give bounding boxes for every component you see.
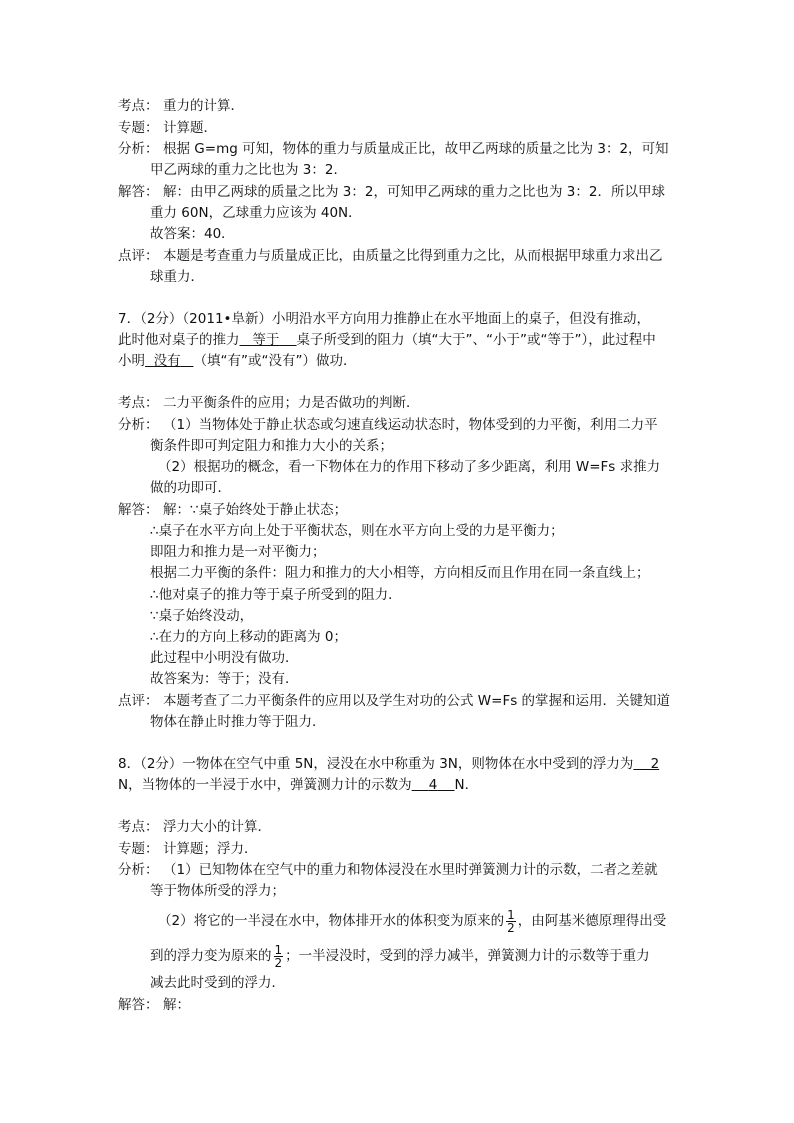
fenxi-text: ，由阿基米德原理得出受 [517,913,667,929]
fraction-denominator: 2 [507,920,515,935]
fenxi-label: 分析： [118,141,159,157]
kaodian-text: 浮力大小的计算． [163,819,271,835]
fenxi-line [150,939,650,973]
answer-value: 2 [650,756,660,772]
jieda-label: 解答： [118,502,159,518]
zhuanti-label: 专题： [118,841,159,857]
stem-text: 此时他对桌子的推力 [118,332,240,348]
fenxi-line: （1）已知物体在空气中的重力和物体浸没在水里时弹簧测力计的示数，二者之差就 [163,862,658,878]
jieda-line: ∴在力的方向上移动的距离为 0； [150,629,347,645]
fenxi-text: （2）将它的一半浸在水中，物体排开水的体积变为原来的 [158,913,505,929]
zhuanti-text: 计算题；浮力． [163,841,258,857]
jieda-line: 故答案为：等于；没有． [150,671,299,687]
fenxi-text: ；一半浸没时，受到的浮力减半，弹簧测力计的示数等于重力 [285,948,650,964]
fraction-one-half [506,909,516,934]
fenxi-text: 到的浮力变为原来的 [150,948,272,964]
answer-value: 没有 [153,353,181,369]
jieda-label: 解答： [118,997,159,1013]
answer-value: 4 [428,777,438,793]
kaodian-label: 考点： [118,98,159,114]
question-stem-line [118,777,478,794]
question-stem-line [118,353,356,370]
dianping-line: 本题是考查重力与质量成正比，由质量之比得到重力之比，从而根据甲球重力求出乙 [163,248,663,264]
jieda-line: 此过程中小明没有做功． [150,650,299,666]
answer-blank [145,353,193,369]
stem-text: 桌子所受到的阻力（填“大于”、“小于”或“等于”），此过程中 [296,332,656,348]
jieda-line: 根据二力平衡的条件：阻力和推力的大小相等，方向相反而且作用在同一条直线上； [150,565,650,581]
answer-blank [633,756,659,772]
kaodian-text: 二力平衡条件的应用；力是否做功的判断． [163,395,420,411]
jieda-label: 解答： [118,184,159,200]
answer-blank [412,777,455,793]
fenxi-line: 做的功即可． [150,480,231,496]
jieda-line: 解：由甲乙两球的质量之比为 3：2，可知甲乙两球的重力之比也为 3：2．所以甲球 [163,184,665,200]
fenxi-line: （2）根据功的概念，看一下物体在力的作用下移动了多少距离，利用 W=Fs 求推力 [158,459,661,475]
jieda-line: 解：∵桌子始终处于静止状态； [163,502,348,518]
fenxi-line [158,904,666,938]
stem-text: 小明 [118,353,145,369]
jieda-line: 即阻力和推力是一对平衡力； [150,544,326,560]
question-stem-line [118,756,659,773]
fenxi-label: 分析： [118,862,159,878]
zhuanti-label: 专题： [118,120,159,136]
dianping-label: 点评： [118,248,159,264]
jieda-line: 故答案：40． [150,226,235,242]
kaodian-label: 考点： [118,819,159,835]
fenxi-line: 减去此时受到的浮力． [150,975,285,991]
stem-text: （填“有”或“没有”）做功． [193,353,357,369]
zhuanti-text: 计算题． [163,120,217,136]
fenxi-line: 甲乙两球的重力之比也为 3：2． [150,162,347,178]
question-stem: 7．（2分）（2011•阜新）小明沿水平方向用力推静止在水平地面上的桌子，但没有推动， [118,311,650,327]
dianping-line: 物体在静止时推力等于阻力． [150,714,326,730]
fenxi-line: 等于物体所受的浮力； [150,883,285,899]
fraction-numerator: 1 [507,907,515,922]
jieda-line: ∴他对桌子的推力等于桌子所受到的阻力． [150,587,402,603]
jieda-line: ∴桌子在水平方向上处于平衡状态，则在水平方向上受的力是平衡力； [150,523,564,539]
dianping-line: 球重力． [150,269,204,285]
kaodian-label: 考点： [118,395,159,411]
fraction-numerator: 1 [274,942,283,957]
stem-text: N． [454,777,479,793]
answer-value: 等于 [252,332,280,348]
stem-text: N，当物体的一半浸于水中，弹簧测力计的示数为 [118,777,412,793]
question-stem-line [118,332,656,349]
fenxi-line: （1）当物体处于静止状态或匀速直线运动状态时，物体受到的力平衡，利用二力平 [163,417,658,433]
fenxi-line: 衡条件即可判定阻力和推力大小的关系； [150,438,393,454]
fraction-one-half [274,944,284,969]
fenxi-line: 根据 G=mg 可知，物体的重力与质量成正比，故甲乙两球的质量之比为 3：2，可知 [163,141,669,157]
dianping-label: 点评： [118,693,159,709]
fenxi-label: 分析： [118,417,159,433]
jieda-line: ∵桌子始终没动， [150,608,254,624]
dianping-line: 本题考查了二力平衡条件的应用以及学生对功的公式 W=Fs 的掌握和运用．关键知道 [163,693,671,709]
answer-blank [240,332,297,348]
jieda-line: 重力 60N，乙球重力应该为 40N． [150,205,362,221]
jieda-line: 解： [163,997,190,1013]
kaodian-text: 重力的计算． [163,98,244,114]
stem-text: 8．（2分）一物体在空气中重 5N，浸没在水中称重为 3N，则物体在水中受到的浮力为 [118,756,634,772]
fraction-denominator: 2 [274,955,283,970]
